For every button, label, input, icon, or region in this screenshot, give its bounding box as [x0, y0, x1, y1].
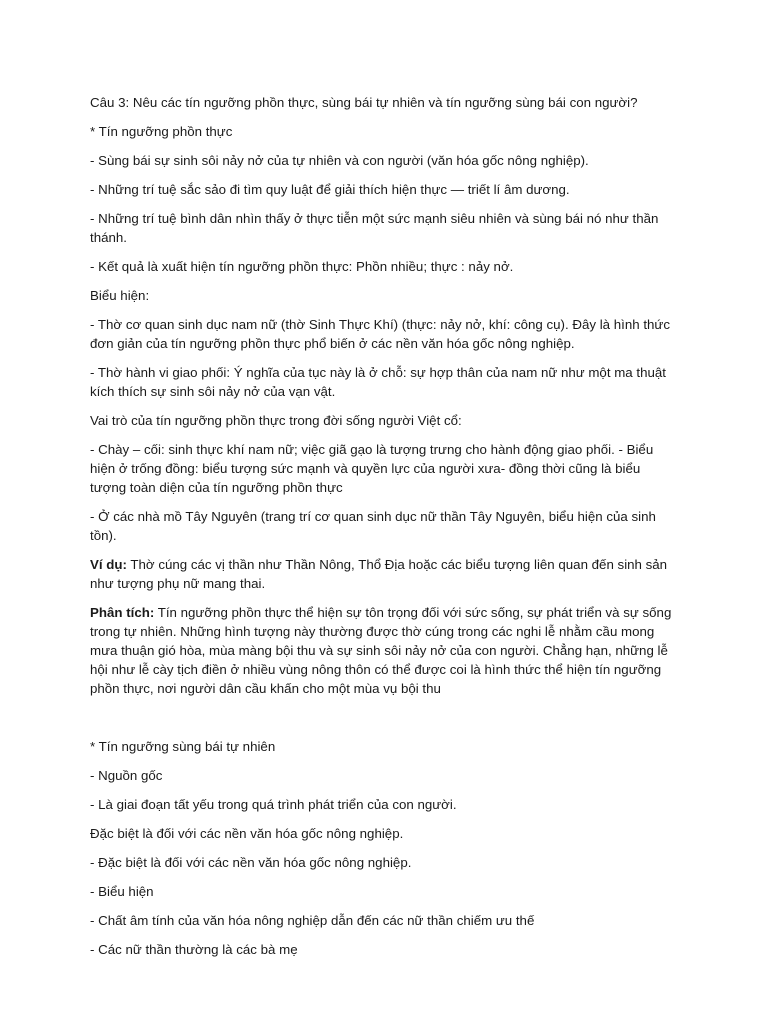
paragraph: - Sùng bái sự sinh sôi nảy nở của tự nhiên và con người (văn hóa gốc nông nghiệp).	[90, 153, 589, 168]
document-body	[90, 93, 680, 969]
paragraph: - Ở các nhà mồ Tây Nguyên (trang trí cơ quan sinh dục nữ thần Tây Nguyên, biểu hiện của sinh tồn).	[90, 509, 656, 543]
analysis-label: Phân tích:	[90, 605, 155, 620]
vai-tro-heading: Vai trò của tín ngưỡng phồn thực trong đời sống người Việt cổ:	[90, 413, 462, 428]
paragraph: - Là giai đoạn tất yếu trong quá trình phát triển của con người.	[90, 797, 457, 812]
example-text: Thờ cúng các vị thần như Thần Nông, Thổ Địa hoặc các biểu tượng liên quan đến sinh sản như tượng phụ nữ mang thai.	[90, 557, 668, 591]
example-paragraph	[90, 555, 680, 593]
section-spacer	[90, 708, 680, 737]
paragraph: - Đặc biệt là đối với các nền văn hóa gốc nông nghiệp.	[90, 855, 412, 870]
paragraph: - Kết quả là xuất hiện tín ngưỡng phồn thực: Phồn nhiều; thực : nảy nở.	[90, 259, 514, 274]
paragraph: - Những trí tuệ sắc sảo đi tìm quy luật để giải thích hiện thực — triết lí âm dương.	[90, 182, 570, 197]
paragraph: - Những trí tuệ bình dân nhìn thấy ở thực tiễn một sức mạnh siêu nhiên và sùng bái nó như thần thánh.	[90, 211, 659, 245]
paragraph: - Chày – cối: sinh thực khí nam nữ; việc giã gạo là tượng trưng cho hành động giao phối. - Biểu hiện ở trống đồng: biểu tượng sức mạnh và quyền lực của người xưa- đồng thời cũng là biểu tượng toàn diện của tín ngưỡng phồn thực	[90, 442, 654, 495]
example-label: Ví dụ:	[90, 557, 127, 572]
analysis-paragraph	[90, 603, 680, 698]
section-heading-tu-nhien: * Tín ngưỡng sùng bái tự nhiên	[90, 739, 276, 754]
paragraph: Đặc biệt là đối với các nền văn hóa gốc nông nghiệp.	[90, 826, 404, 841]
bieu-hien-label: Biểu hiện:	[90, 288, 150, 303]
paragraph: - Nguồn gốc	[90, 768, 163, 783]
section-heading-phon-thuc: * Tín ngưỡng phồn thực	[90, 124, 233, 139]
paragraph: - Thờ cơ quan sinh dục nam nữ (thờ Sinh Thực Khí) (thực: nảy nở, khí: công cụ). Đây là hình thức đơn giản của tín ngưỡng phồn thực phổ biến ở các nền văn hóa gốc nông nghiệp.	[90, 317, 670, 351]
paragraph: - Chất âm tính của văn hóa nông nghiệp dẫn đến các nữ thần chiếm ưu thế	[90, 913, 535, 928]
paragraph: - Thờ hành vi giao phối: Ý nghĩa của tục này là ở chỗ: sự hợp thân của nam nữ như một ma thuật kích thích sự sinh sôi nảy nở của vạn vật.	[90, 365, 666, 399]
paragraph: - Các nữ thần thường là các bà mẹ	[90, 942, 298, 957]
paragraph: - Biểu hiện	[90, 884, 154, 899]
question-heading: Câu 3: Nêu các tín ngưỡng phồn thực, sùng bái tự nhiên và tín ngưỡng sùng bái con người?	[90, 95, 638, 110]
analysis-text: Tín ngưỡng phồn thực thể hiện sự tôn trọng đối với sức sống, sự phát triển và sự sống trong tự nhiên. Những hình tượng này thường được thờ cúng trong các nghi lễ nhằm cầu mong mưa thuận gió hòa, mùa màng bội thu và sự sinh sôi nảy nở của con người. Chẳng hạn, những lễ hội như lễ cày tịch điền ở nhiều vùng nông thôn có thể được coi là hình thức thể hiện tín ngưỡng phồn thực, nơi người dân cầu khấn cho một mùa vụ bội thu	[90, 605, 672, 696]
